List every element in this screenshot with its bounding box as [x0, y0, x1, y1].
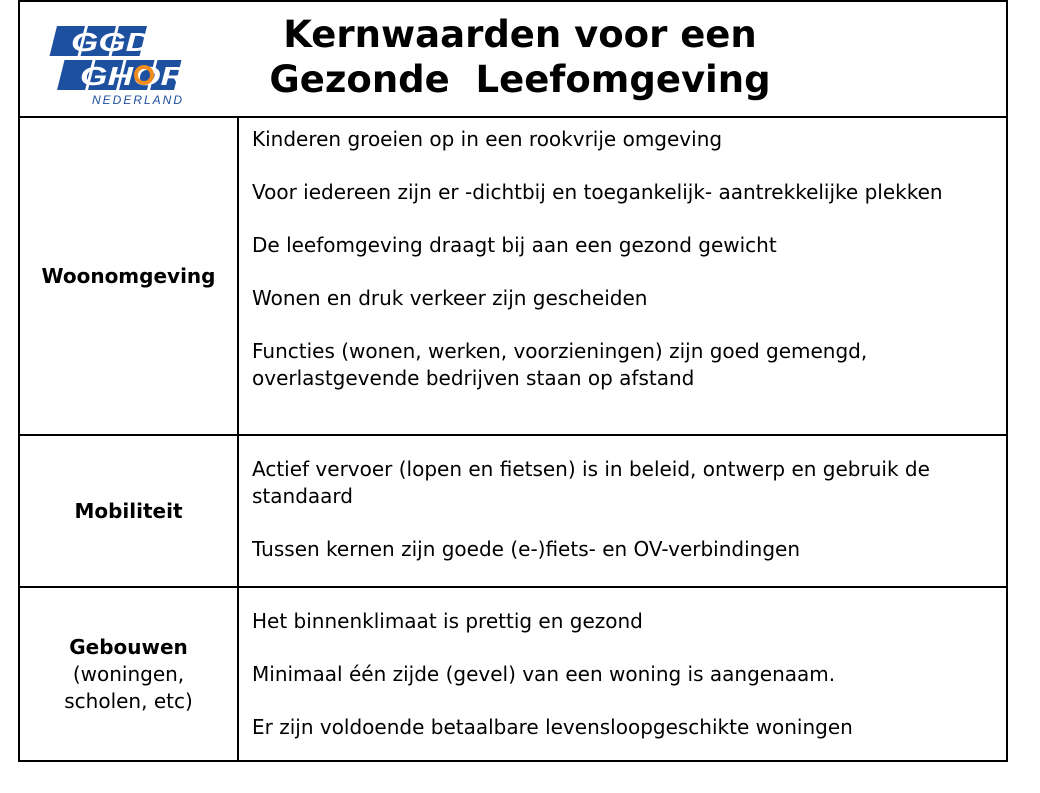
- row-label: Mobiliteit: [74, 498, 183, 523]
- row-content-cell: [239, 588, 1006, 760]
- list-item: Minimaal één zijde (gevel) van een woning is aangenaam.: [252, 662, 836, 686]
- row-label-cell: [20, 436, 239, 586]
- title-line-1: Kernwaarden voor een: [283, 13, 757, 56]
- list-item: Kinderen groeien op in een rookvrije omgeving: [252, 127, 723, 151]
- row-label: Woonomgeving: [41, 263, 216, 288]
- row-sublabel-line-2: scholen, etc): [64, 688, 193, 713]
- list-item: Wonen en druk verkeer zijn gescheiden: [252, 286, 648, 310]
- row-sublabel-line-1: (woningen,: [72, 661, 185, 686]
- ggd-ghor-logo: [38, 22, 188, 108]
- list-item: Functies (wonen, werken, voorzieningen) zijn goed gemengd, overlastgevende bedrijven staan op afstand: [252, 339, 868, 390]
- row-woonomgeving: [20, 118, 1006, 436]
- row-content-cell: [239, 436, 1006, 586]
- row-label-cell: [20, 588, 239, 760]
- header: [20, 2, 1006, 118]
- logo-line2: GHOR: [80, 61, 187, 91]
- list-item: Voor iedereen zijn er -dichtbij en toegankelijk- aantrekkelijke plekken: [252, 180, 943, 204]
- list-item: Tussen kernen zijn goede (e-)fiets- en OV-verbindingen: [252, 537, 801, 561]
- title-line-2: Gezonde Leefomgeving: [269, 58, 771, 101]
- slide-frame: [18, 0, 1008, 762]
- logo-line3: NEDERLAND: [92, 93, 185, 107]
- page-title: [200, 12, 840, 102]
- list-item: Het binnenklimaat is prettig en gezond: [252, 609, 643, 633]
- list-item: Actief vervoer (lopen en fietsen) is in beleid, ontwerp en gebruik de standaard: [252, 457, 930, 508]
- row-label-cell: [20, 118, 239, 434]
- row-gebouwen: [20, 588, 1006, 760]
- list-item: De leefomgeving draagt bij aan een gezond gewicht: [252, 233, 777, 257]
- row-label: Gebouwen: [69, 634, 188, 659]
- logo-line1: GGD: [71, 27, 152, 57]
- row-content-cell: [239, 118, 1006, 434]
- list-item: Er zijn voldoende betaalbare levensloopgeschikte woningen: [252, 715, 853, 739]
- row-mobiliteit: [20, 436, 1006, 588]
